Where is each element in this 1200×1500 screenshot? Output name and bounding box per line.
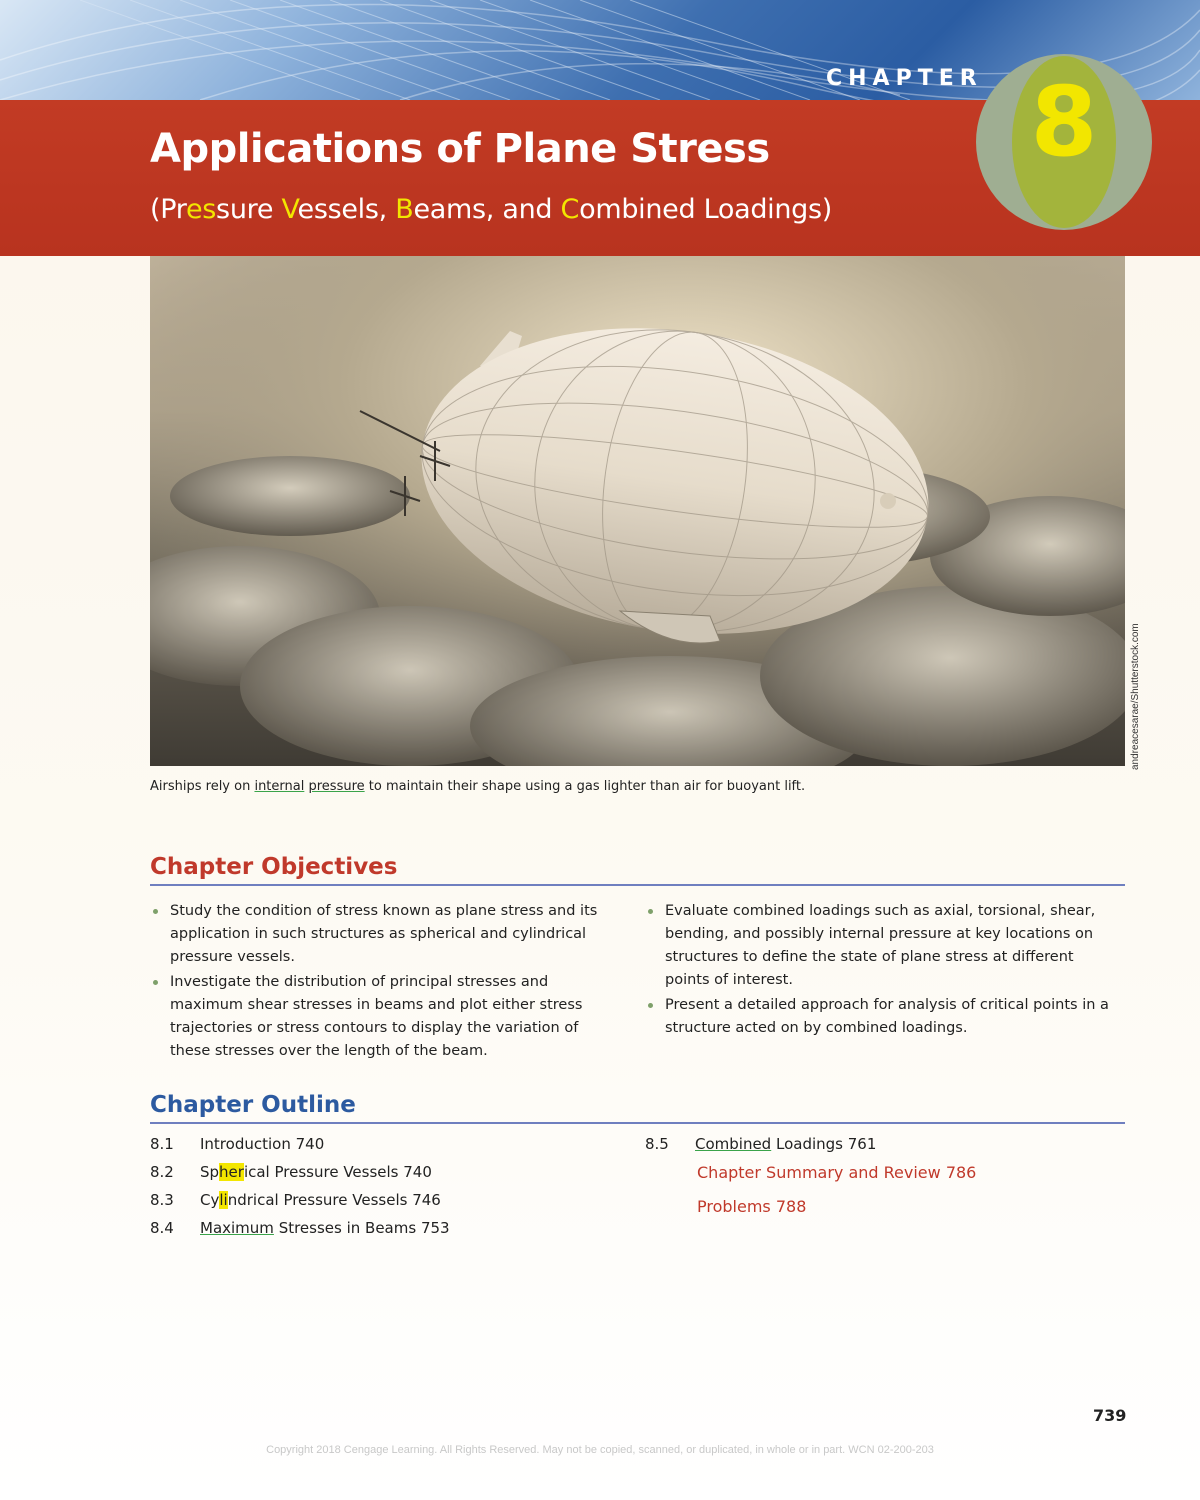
outline-title-part: Cy bbox=[200, 1191, 220, 1209]
outline-item-title bbox=[200, 1163, 432, 1191]
objective-item: Evaluate combined loadings such as axial, torsional, shear, bending, and possibly internal pressure at key locations on structures to define the state of plane stress at different points of interest. bbox=[645, 900, 1115, 992]
outline-item-title bbox=[200, 1219, 450, 1247]
outline-title-underlined: Maximum bbox=[200, 1219, 274, 1237]
objective-item: Study the condition of stress known as plane stress and its application in such structures as spherical and cylindrical pressure vessels. bbox=[150, 900, 620, 969]
subtitle-part: sure bbox=[216, 194, 282, 225]
caption-underlined-text: internal bbox=[254, 779, 305, 794]
outline-left-column bbox=[150, 1135, 450, 1247]
caption-text: to maintain their shape using a gas lighter than air for buoyant lift. bbox=[364, 779, 806, 794]
subtitle-part: ombined Loadings) bbox=[579, 194, 833, 225]
outline-title-part: Stresses in Beams 753 bbox=[273, 1219, 450, 1237]
outline-item-number: 8.2 bbox=[150, 1163, 174, 1181]
outline-item-title bbox=[695, 1135, 876, 1163]
subtitle-part: essels, bbox=[297, 194, 396, 225]
outline-item[interactable] bbox=[150, 1135, 450, 1163]
subtitle-part: eams, and bbox=[413, 194, 561, 225]
caption-text: Airships rely on bbox=[150, 779, 255, 794]
outline-item-number: 8.4 bbox=[150, 1219, 174, 1237]
caption-underlined-text: pressure bbox=[308, 779, 365, 794]
chapter-title: Applications of Plane Stress bbox=[150, 126, 770, 172]
subtitle-part-highlight: C bbox=[560, 194, 580, 225]
outline-title-part: ical Pressure Vessels 740 bbox=[243, 1163, 432, 1181]
outline-title-highlight: li bbox=[219, 1191, 228, 1209]
objective-item: Investigate the distribution of principal stresses and maximum shear stresses in beams and plot either stress trajectories or stress contours to display the variation of these stresses over the length of the beam. bbox=[150, 971, 620, 1063]
outline-title-part: ndrical Pressure Vessels 746 bbox=[227, 1191, 441, 1209]
photo-credit: andreacesarae/Shutterstock.com bbox=[1130, 623, 1141, 770]
objective-item: Present a detailed approach for analysis of critical points in a structure acted on by combined loadings. bbox=[645, 994, 1115, 1040]
photo-caption bbox=[150, 779, 805, 794]
subtitle-part-highlight: es bbox=[185, 194, 217, 225]
outline-item-number: 8.3 bbox=[150, 1191, 174, 1209]
outline-item-number: 8.5 bbox=[645, 1135, 669, 1153]
subtitle-part: (Pr bbox=[150, 194, 186, 225]
outline-title-highlight: her bbox=[219, 1163, 244, 1181]
chapter-number: 8 bbox=[1030, 66, 1098, 178]
airship-photo bbox=[150, 256, 1125, 766]
outline-title-part: Sp bbox=[200, 1163, 220, 1181]
outline-title-part: Loadings 761 bbox=[771, 1135, 877, 1153]
copyright-notice: Copyright 2018 Cengage Learning. All Rights Reserved. May not be copied, scanned, or duplicated, in whole or in part. WCN 02-200-203 bbox=[266, 1444, 934, 1456]
objectives-right-column bbox=[645, 900, 1115, 1042]
outline-item[interactable] bbox=[150, 1219, 450, 1247]
subtitle-part-highlight: V bbox=[281, 194, 298, 225]
outline-title-underlined: Combined bbox=[695, 1135, 772, 1153]
page-number: 739 bbox=[1093, 1406, 1127, 1425]
outline-item[interactable] bbox=[645, 1135, 976, 1163]
subtitle-part-highlight: B bbox=[395, 194, 414, 225]
chapter-label: CHAPTER bbox=[826, 66, 983, 91]
airship-illustration bbox=[150, 256, 1125, 766]
outline-right-column bbox=[645, 1135, 976, 1231]
outline-item-title bbox=[200, 1191, 441, 1219]
outline-problems-link[interactable]: Problems 788 bbox=[697, 1197, 807, 1216]
objectives-left-column bbox=[150, 900, 620, 1065]
outline-item-number: 8.1 bbox=[150, 1135, 174, 1153]
outline-heading: Chapter Outline bbox=[150, 1092, 1125, 1124]
outline-item[interactable] bbox=[150, 1191, 450, 1219]
outline-item[interactable] bbox=[150, 1163, 450, 1191]
objectives-heading: Chapter Objectives bbox=[150, 854, 1125, 886]
chapter-subtitle bbox=[150, 194, 832, 225]
outline-summary-link[interactable]: Chapter Summary and Review 786 bbox=[697, 1163, 977, 1182]
outline-item-title: Introduction 740 bbox=[200, 1135, 325, 1153]
